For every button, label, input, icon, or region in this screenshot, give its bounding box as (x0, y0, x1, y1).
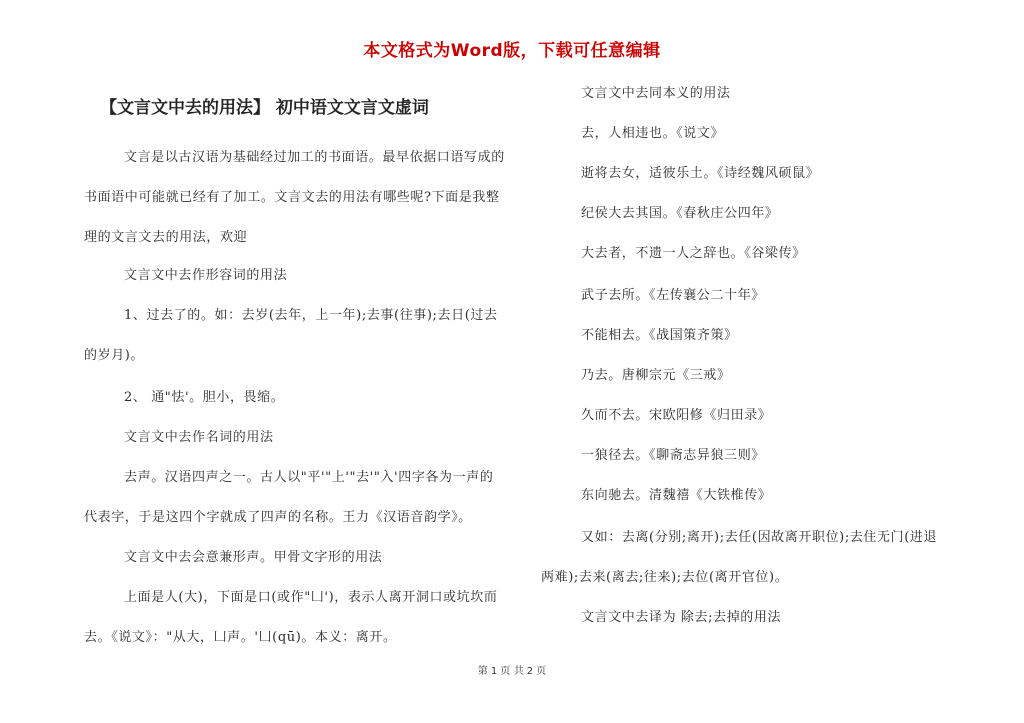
left-line-0: 文言是以古汉语为基础经过加工的书面语。最早依据口语写成的 (124, 150, 505, 165)
left-line-8: 去声。汉语四声之一。古人以"平'"上'"去'"入'四字各为一声的 (124, 470, 494, 485)
right-line-4: 大去者，不遗一人之辞也。《谷梁传》 (581, 246, 806, 261)
left-line-3: 文言文中去作形容词的用法 (124, 268, 288, 283)
right-line-9: 一狼径去。《聊斋志异狼三则》 (581, 448, 765, 463)
right-line-10: 东向驰去。清魏禧《大铁椎传》 (581, 488, 772, 503)
right-line-12: 两难);去来(离去;往来);去位(离开官位)。 (541, 570, 789, 585)
right-line-1: 去，人相违也。《说文》 (581, 126, 725, 141)
right-line-6: 不能相去。《战国策齐策》 (581, 328, 738, 343)
right-line-7: 乃去。唐柳宗元《三戒》 (581, 368, 731, 383)
right-line-3: 纪侯大去其国。《春秋庄公四年》 (581, 206, 779, 221)
format-banner: 本文格式为Word版，下载可任意编辑 (363, 41, 661, 61)
left-line-12: 去。《说文》："从大，凵声。'凵(qū)。本义：离开。 (84, 630, 397, 645)
right-line-0: 文言文中去同本义的用法 (581, 86, 731, 101)
right-line-8: 久而不去。宋欧阳修《归田录》 (581, 408, 772, 423)
left-line-6: 2、 通"怯'。胆小，畏缩。 (124, 390, 285, 405)
right-line-13: 文言文中去译为 除去;去掉的用法 (581, 610, 782, 625)
document-title: 【文言文中去的用法】 初中语文文言文虚词 (100, 98, 429, 118)
right-line-2: 逝将去女，适彼乐土。《诗经魏风硕鼠》 (581, 166, 820, 181)
left-line-10: 文言文中去会意兼形声。甲骨文字形的用法 (124, 550, 383, 565)
left-line-4: 1、过去了的。如：去岁(去年，上一年);去事(往事);去日(过去 (124, 308, 498, 323)
left-line-9: 代表字，于是这四个字就成了四声的名称。王力《汉语音韵学》。 (84, 510, 472, 525)
page-number-footer: 第 1 页 共 2 页 (477, 666, 547, 677)
right-line-11: 又如：去离(分别;离开);去任(因故离开职位);去住无门(进退 (581, 530, 938, 545)
left-line-1: 书面语中可能就已经有了加工。文言文去的用法有哪些呢?下面是我整 (84, 190, 500, 205)
left-line-7: 文言文中去作名词的用法 (124, 430, 274, 445)
left-line-2: 理的文言文去的用法，欢迎 (84, 230, 248, 245)
right-line-5: 武子去所。《左传襄公二十年》 (581, 288, 765, 303)
left-line-5: 的岁月)。 (84, 348, 145, 363)
left-line-11: 上面是人(大)，下面是口(或作"凵')，表示人离开洞口或坑坎而 (124, 590, 498, 605)
